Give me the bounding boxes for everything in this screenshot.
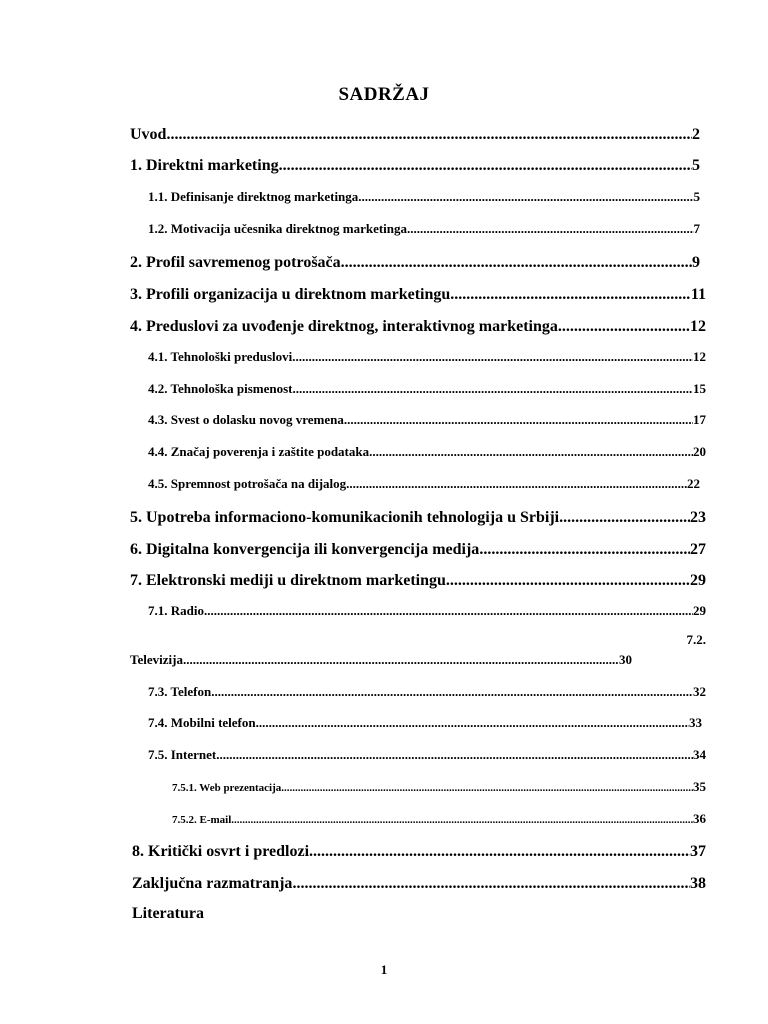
toc-entry-label: 4.5. Spremnost potrošača na dijalog [148,476,347,491]
toc-entry-section-7-3[interactable] [148,684,706,700]
toc-entry-label: 7. Elektronski mediji u direktnom marketingu [130,572,446,589]
toc-entry-page: 2 [692,126,700,143]
toc-entry-page: 12 [693,349,706,364]
dot-leader [309,842,690,861]
toc-entry-label: 7.4. Mobilni telefon [148,715,256,730]
toc-entry-chapter-4[interactable] [130,317,706,336]
toc-entry-conclusion[interactable] [132,874,706,893]
toc-entry-label: 7.5.1. Web prezentacija [172,782,282,794]
toc-entry-page: 7 [693,221,700,236]
toc-entry-page: 36 [693,811,706,826]
toc-entry-label: 1.2. Motivacija učesnika direktnog marketinga [148,221,408,236]
toc-entry-label: 4.1. Tehnološki preduslovi [148,349,293,364]
toc-entry-section-7-1[interactable] [148,603,706,619]
toc-entry-page: 12 [690,318,706,335]
toc-entry-section-4-1[interactable] [148,349,706,365]
toc-entry-label: 3. Profili organizacija u direktnom marketingu [130,286,451,303]
toc-entry-page: 20 [693,444,706,459]
dot-leader [293,381,694,397]
toc-entry-label: Televizija [130,652,183,667]
dot-leader [450,285,691,304]
toc-entry-section-1-1[interactable] [148,189,700,205]
toc-entry-page: 5 [692,157,700,174]
toc-entry-label: 7.5. Internet [148,747,217,762]
dot-leader [183,652,619,668]
toc-entry-page: 15 [693,381,706,396]
toc-entry-chapter-8[interactable] [132,842,706,861]
dot-leader [279,156,692,175]
dot-leader [216,747,693,763]
toc-entry-section-7-5-1[interactable] [172,779,706,795]
toc-entry-page: 35 [693,779,706,794]
toc-entry-label: Literatura [132,905,204,922]
toc-entry-chapter-1[interactable] [130,156,700,175]
page-title: SADRŽAJ [338,84,430,105]
toc-entry-number: 7.2. [686,632,706,647]
toc-entry-page: 32 [693,684,706,699]
toc-entry-section-4-5[interactable] [148,476,700,492]
toc-entry-label: 4.3. Svest o dolasku novog vremena [148,412,344,427]
dot-leader [479,540,690,559]
toc-entry-page: 22 [687,476,700,491]
dot-leader [341,253,692,272]
toc-entry-label: Zaključna razmatranja [132,875,293,892]
dot-leader [292,349,693,365]
toc-entry-section-4-3[interactable] [148,412,706,428]
toc-entry-section-7-5[interactable] [148,747,706,763]
toc-entry-page: 38 [690,875,706,892]
toc-entry-section-7-5-2[interactable] [172,811,706,827]
toc-entry-chapter-5[interactable] [130,508,706,527]
dot-leader [407,221,693,237]
toc-entry-section-1-2[interactable] [148,221,700,237]
toc-entry-section-7-4[interactable] [148,715,702,731]
dot-leader [344,412,693,428]
toc-entry-label: Uvod [130,126,167,143]
toc-entry-section-7-2[interactable] [130,652,632,668]
dot-leader [231,814,693,827]
toc-entry-page: 30 [619,652,632,667]
toc-entry-page: 27 [690,541,706,558]
toc-entry-label: 7.5.2. E-mail [172,814,232,826]
toc-entry-label: 8. Kritički osvrt i predlozi [132,843,310,860]
dot-leader [358,189,693,205]
toc-entry-chapter-3[interactable] [130,285,706,304]
dot-leader [281,782,693,795]
toc-entry-section-4-4[interactable] [148,444,706,460]
toc-entry-page: 33 [689,715,702,730]
toc-entry-label: 4. Preduslovi za uvođenje direktnog, interaktivnog marketinga [130,318,558,335]
dot-leader [166,125,692,144]
toc-entry-chapter-2[interactable] [130,253,700,272]
toc-entry-page: 29 [693,603,706,618]
toc-entry-page: 23 [690,509,706,526]
toc-entry-literature[interactable] [132,904,204,923]
dot-leader [558,317,690,336]
toc-entry-page: 37 [690,843,706,860]
toc-entry-label: 5. Upotreba informaciono-komunikacionih tehnologija u Srbiji [130,509,560,526]
toc-entry-label: 2. Profil savremenog potrošača [130,254,341,271]
dot-leader [256,715,689,731]
dot-leader [446,571,690,590]
toc-entry-label: 1.1. Definisanje direktnog marketinga [148,189,359,204]
dot-leader [292,874,690,893]
toc-entry-label: 7.3. Telefon [148,684,212,699]
toc-entry-page: 5 [693,189,700,204]
toc-entry-page: 11 [690,286,706,303]
dot-leader [211,684,693,700]
dot-leader [369,444,693,460]
page-number: 1 [380,962,388,977]
toc-entry-label: 7.1. Radio [148,603,204,618]
toc-entry-label: 6. Digitalna konvergencija ili konvergencija medija [130,541,480,558]
toc-entry-page: 17 [693,412,706,427]
toc-entry-label: 1. Direktni marketing [130,157,279,174]
toc-entry-label: 4.4. Značaj poverenja i zaštite podataka [148,444,370,459]
dot-leader [346,476,687,492]
dot-leader [204,603,693,619]
toc-entry-section-4-2[interactable] [148,381,706,397]
toc-entry-uvod[interactable] [130,125,700,144]
toc-entry-page: 29 [690,572,706,589]
toc-entry-page: 9 [692,254,700,271]
dot-leader [559,508,690,527]
toc-entry-chapter-6[interactable] [130,540,706,559]
toc-entry-chapter-7[interactable] [130,571,706,590]
toc-entry-label: 4.2. Tehnološka pismenost [148,381,293,396]
toc-entry-page: 34 [693,747,706,762]
